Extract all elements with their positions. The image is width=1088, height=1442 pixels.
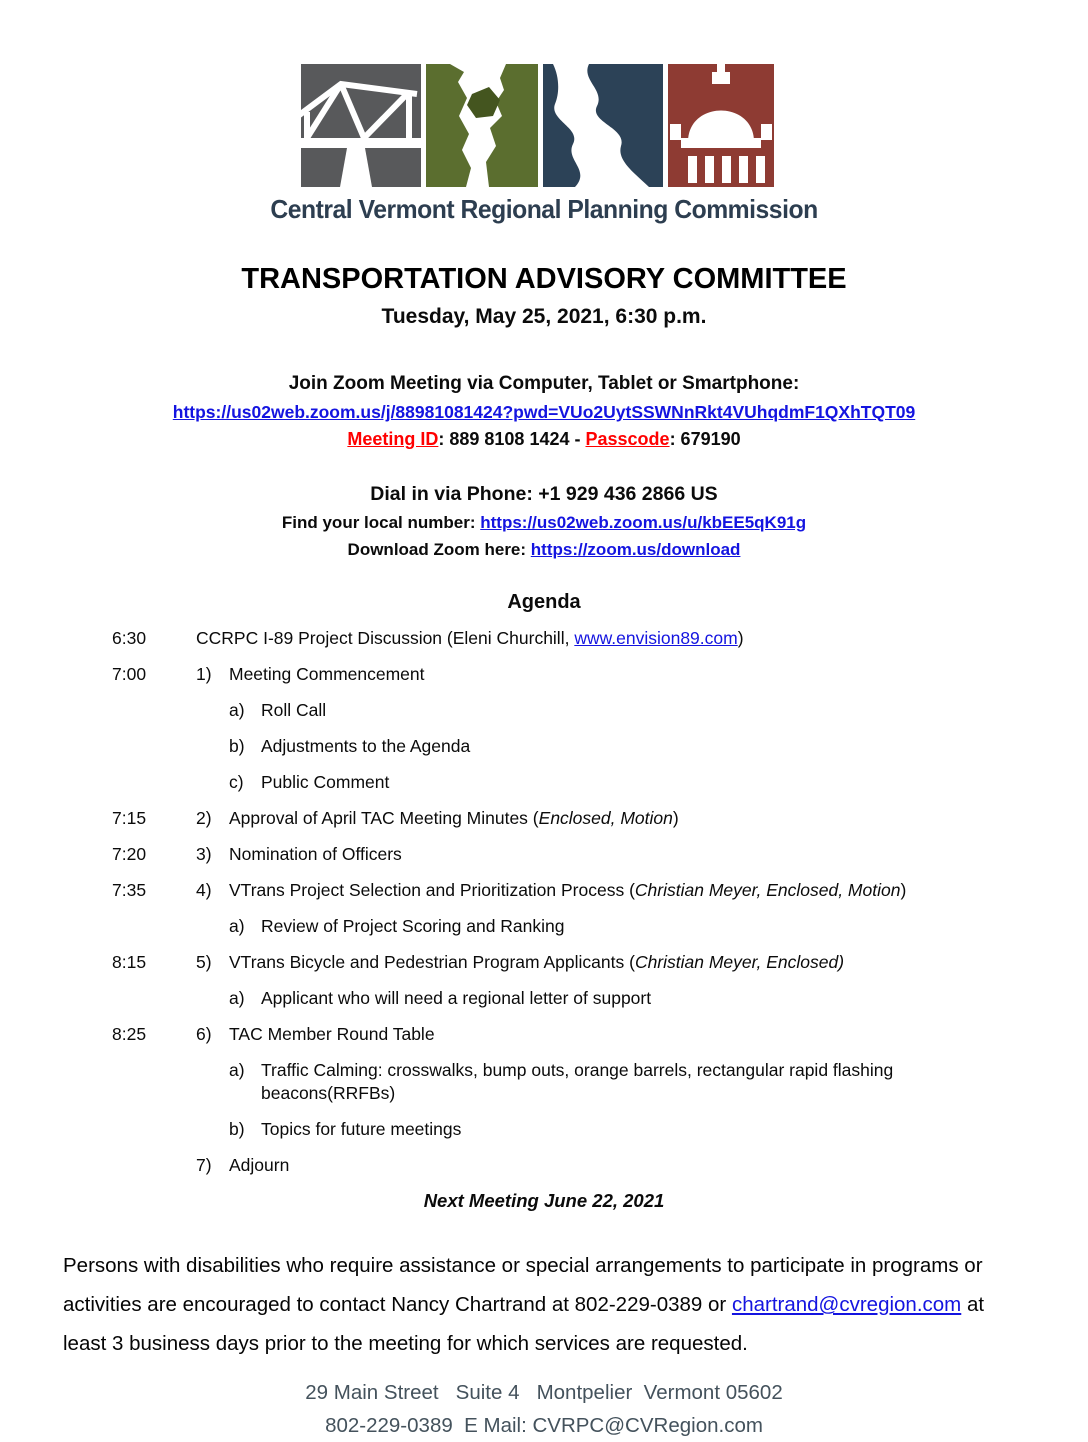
agenda-subtext: Public Comment (261, 772, 390, 792)
agenda-text: VTrans Project Selection and Prioritization Process (Christian Meyer, Enclosed, Motion) (229, 880, 907, 900)
agenda-text: Meeting Commencement (229, 664, 425, 684)
agenda-subletter: b) (229, 736, 245, 756)
local-number-link[interactable]: https://us02web.zoom.us/u/kbEE5qK91g (480, 513, 807, 532)
agenda-subrow (112, 699, 1028, 722)
agenda-subletter: c) (229, 772, 244, 792)
local-number-label: Find your local number: (281, 513, 481, 532)
agenda-number: 7) (196, 1155, 212, 1175)
agenda-text: CCRPC I-89 Project Discussion (Eleni Churchill, www.envision89.com) (196, 628, 744, 648)
agenda-subrow (112, 735, 1028, 758)
agenda-time: 7:15 (112, 808, 147, 828)
truss-bridge-icon (301, 64, 421, 187)
footer-contact: 802-229-0389 E Mail: CVRPC@CVRegion.com (325, 1414, 763, 1437)
agenda-subrow (112, 1118, 1028, 1141)
download-zoom-link[interactable]: https://zoom.us/download (530, 540, 741, 559)
agenda-number: 1) (196, 664, 212, 684)
agenda-subletter: a) (229, 916, 245, 936)
capitol-dome-icon (668, 64, 774, 187)
agenda-subtext: Traffic Calming: crosswalks, bump outs, orange barrels, rectangular rapid flashing beacons(RRFBs) (261, 1060, 894, 1103)
meeting-id-value: : 889 8108 1424 - (438, 429, 586, 449)
agenda-text: TAC Member Round Table (229, 1024, 435, 1044)
agenda-subrow (112, 915, 1028, 938)
agenda-time: 6:30 (112, 628, 147, 648)
page-title: TRANSPORTATION ADVISORY COMMITTEE (241, 263, 847, 295)
envision89-link[interactable]: www.envision89.com (574, 628, 738, 648)
logo-panels (301, 64, 788, 187)
meeting-id-label: Meeting ID (347, 429, 439, 449)
meeting-datetime: Tuesday, May 25, 2021, 6:30 p.m. (381, 305, 707, 328)
local-number-line (0, 513, 1088, 533)
agenda-subletter: a) (229, 988, 245, 1008)
agenda-row (112, 843, 1028, 866)
dial-in-label: Dial in via Phone: +1 929 436 2866 US (370, 483, 718, 505)
meeting-id-line (0, 429, 1088, 450)
footer-address: 29 Main Street Suite 4 Montpelier Vermont 05602 (305, 1381, 783, 1404)
agenda-subtext: Review of Project Scoring and Ranking (261, 916, 565, 936)
accessibility-notice-text: Persons with disabilities who require assistance or special arrangements to participate in programs or activities are encouraged to contact Nancy Chartrand at 802-229-0389 or (63, 1254, 983, 1316)
agenda-subtext: Topics for future meetings (261, 1119, 462, 1139)
agenda-time: 7:00 (112, 664, 147, 684)
agenda-subtext: Adjustments to the Agenda (261, 736, 471, 756)
join-zoom-label: Join Zoom Meeting via Computer, Tablet or Smartphone: (288, 373, 800, 394)
agenda-row (112, 663, 1028, 686)
dial-in-info (0, 483, 1088, 560)
agenda-time: 7:20 (112, 844, 147, 864)
agenda-number: 4) (196, 880, 212, 900)
agenda-number: 2) (196, 808, 212, 828)
agenda-row (112, 879, 1028, 902)
agenda-subrow (112, 1059, 1028, 1105)
agenda-row (112, 951, 1028, 974)
passcode-label: Passcode (585, 429, 670, 449)
chartrand-email-link[interactable]: chartrand@cvregion.com (731, 1293, 962, 1316)
agenda-subletter: a) (229, 700, 245, 720)
passcode-value: : 679190 (669, 429, 741, 449)
agenda-time: 8:15 (112, 952, 147, 972)
agenda-subtext: Roll Call (261, 700, 327, 720)
zoom-meeting-info (0, 373, 1088, 450)
download-zoom-label: Download Zoom here: (347, 540, 531, 559)
logo (0, 0, 1088, 225)
agenda-text: Nomination of Officers (229, 844, 402, 864)
agenda-number: 6) (196, 1024, 212, 1044)
agenda-section (0, 591, 1088, 1177)
winding-road-icon (543, 64, 663, 187)
next-meeting-notice: Next Meeting June 22, 2021 (423, 1190, 665, 1211)
agenda-list (112, 627, 1028, 1177)
agenda-subletter: b) (229, 1119, 245, 1139)
agenda-text: VTrans Bicycle and Pedestrian Program Applicants (Christian Meyer, Enclosed) (229, 952, 845, 972)
vermont-map-icon (426, 64, 538, 187)
agenda-row (112, 1023, 1028, 1046)
agenda-number: 3) (196, 844, 212, 864)
agenda-subrow (112, 771, 1028, 794)
agenda-row (112, 627, 1028, 650)
zoom-meeting-link[interactable]: https://us02web.zoom.us/j/88981081424?pwd=VUo2UytSSWNnRkt4VUhqdmF1QXhTQT09 (172, 402, 916, 422)
accessibility-notice (63, 1246, 1028, 1363)
agenda-row (112, 807, 1028, 830)
agenda-time: 7:35 (112, 880, 147, 900)
agenda-subtext: Applicant who will need a regional letter of support (261, 988, 652, 1008)
agenda-subrow (112, 987, 1028, 1010)
meeting-url-line (0, 402, 1088, 423)
org-name: Central Vermont Regional Planning Commission (270, 194, 818, 224)
agenda-text: Adjourn (229, 1155, 290, 1175)
download-zoom-line (0, 540, 1088, 560)
footer (0, 1376, 1088, 1442)
agenda-text: Approval of April TAC Meeting Minutes (Enclosed, Motion) (229, 808, 679, 828)
agenda-subletter: a) (229, 1060, 245, 1080)
agenda-time: 8:25 (112, 1024, 147, 1044)
accessibility-notice-text-end: at least 3 business days prior to the meeting for which services are requested. (63, 1293, 985, 1355)
agenda-heading: Agenda (507, 591, 581, 613)
agenda-row (112, 1154, 1028, 1177)
agenda-number: 5) (196, 952, 212, 972)
